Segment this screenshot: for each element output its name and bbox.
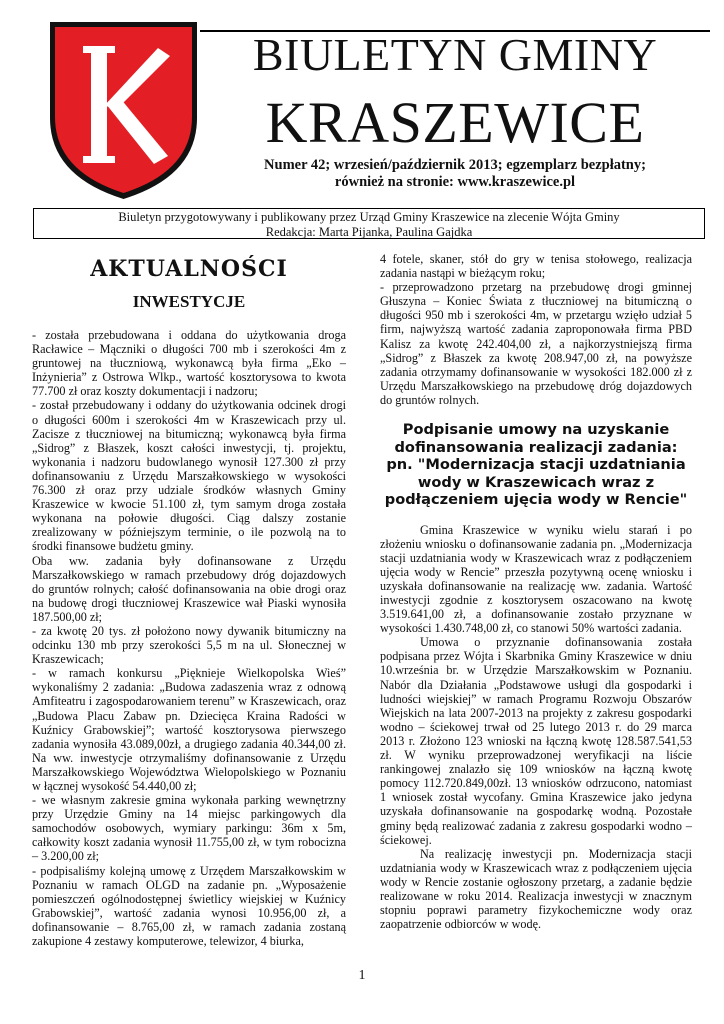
right-column — [380, 252, 692, 931]
issue-info — [205, 157, 705, 191]
municipality-crest — [46, 18, 201, 203]
paragraph: Umowa o przyznanie dofinansowania została podpisana przez Wójta i Skarbnika Gminy Kraszewice w dniu 10.września br. w Urzędzie Marszałkowskim w Poznaniu. Nabór dla Działania „Podstawowe usługi dla gospodarki i ludności wiejskiej” w ramach Programu Rozwoju Obszarów Wiejskich na lata 2007-2013 na projekty z zakresu gospodarki wodno – ściekowej trwał od 25 lutego 2013 r. do 29 marca 2013 r. Złożono 123 wnioski na łączną kwotę 128.587.541,53 zł. W wyniku przeprowadzonej weryfikacji na liście rankingowej znalazło się 109 wniosków na łączną kwotę pomocy 112.720.849,00zł. 13 wniosków odrzucono, natomiast 1 wniosek został wycofany. Gmina Kraszewice jako jedyna uzyskała dofinansowanie na gospodarkę wodną. Pozostałe gminy będą realizować zadania z zakresu gospodarki wodno – ściekowej. — [380, 635, 692, 847]
paragraph: - w ramach konkursu „Pięknieje Wielkopolska Wieś” wykonaliśmy 2 zadania: „Budowa zadaszenia wraz z odnową Amfiteatru i zagospodarowaniem terenu” w Kraszewicach, oraz „Budowa Placu Zabaw pn. Dziecięca Kraina Radości w Kuźnicy Grabowskiej”; wartość kosztorysowa pierwszego zadania wynosiła 43.089,00zł, a drugiego zadania 40.344,00 zł. Na ww. inwestycje otrzymaliśmy dofinansowanie z Urzędu Marszałkowskiego Województwa Wielopolskiego w Poznaniu w łącznej wysokość 54.440,00 zł; — [32, 666, 346, 793]
paragraph: - we własnym zakresie gmina wykonała parking wewnętrzny przy Urzędzie Gminy na 14 miejsc parkingowych dla samochodów osobowych, wymiary parkingu: 36m x 5m, całkowity koszt zadania wynosił 11.755,00 zł, w tym robocizna – 3.200,00 zł; — [32, 793, 346, 864]
page-number: 1 — [358, 968, 366, 983]
paragraph: - podpisaliśmy kolejną umowę z Urzędem Marszałkowskim w Poznaniu w ramach OLGD na zadanie pn. „Wyposażenie pomieszczeń ogólnodostępnej świetlicy wiejskiej w Kuźnicy Grabowskiej”, wartość zadania wynosi 10.956,00 zł, a dofinansowanie – 8.765,00 zł, w ramach zadania zostaną zakupione 4 zestawy komputerowe, telewizor, 4 biurka, — [32, 863, 346, 949]
publisher-line2: Redakcja: Marta Pijanka, Paulina Gajdka — [265, 225, 473, 239]
article-headline: Podpisanie umowy na uzyskanie dofinansowania realizacji zadania: pn. "Modernizacja stacji uzdatniania wody w Kraszewicach wraz z podłączeniem ujęcia wody w Rencie" — [384, 421, 688, 509]
publisher-line1: Biuletyn przygotowywany i publikowany przez Urząd Gminy Kraszewice na zlecenie Wójta Gminy — [118, 210, 620, 224]
newsletter-title-line2: KRASZEWICE — [265, 90, 645, 155]
crest-letter: K — [46, 18, 47, 19]
section-title: AKTUALNOŚCI — [90, 256, 288, 282]
left-column — [32, 250, 346, 948]
paragraph: Gmina Kraszewice w wyniku wielu starań i po złożeniu wniosku o dofinansowanie zadania pn. „Modernizacja stacji uzdatniania wody w Kraszewicach wraz z podłączeniem ujęcia wody w Rencie” przeszła pozytywną ocenę wniosku i uzyskała dofinansowanie na realizację ww. zadania. Wartość inwestycji zgodnie z kosztorysem oszacowano na kwotę 3.519.641,00 zł, a dofinansowanie zostało przyznane w wysokości 1.430.748,00 zł, co stanowi 50% wartości zadania. — [380, 522, 692, 636]
paragraph: - przeprowadzono przetarg na przebudowę drogi gminnej Głuszyna – Koniec Świata z tłuczniowej na bitumiczną o długości 950 mb i szerokości 4m, w przetargu wzięło udział 5 firm, najwyższą wartość zadania zaproponowała firma PBD Kalisz za kwotę 242.404,00 zł, a najkorzystniejszą firma „Sidrog” z Błaszek za kwotę 208.947,00 zł, na powyższe zadania otrzymamy dofinansowanie w wysokości 182.000 zł z Urzędu Marszałkowskiego na przebudowę dróg dojazdowych do gruntów rolnych. — [380, 280, 692, 407]
paragraph: - został przebudowany i oddany do użytkowania odcinek drogi o długości 600m i szerokości 4m w Kraszewicach przy ul. Zacisze z tłuczniowej na bitumiczną; wykonawcą była firma „Sidrog” z Błaszek, koszt całości inwestycji, tj. projektu, wykonania i nadzoru budowlanego wynosił 127.300 zł przy dofinansowaniu z Urzędu Marszałkowskiego w wysokości 76.300 zł oraz przy udziale środków własnych Gminy Kraszewice w kwocie 51.100 zł, tym samym droga została wykonana na połowie długości. Ciąg dalszy zostanie zrealizowany w późniejszym terminie, o ile pozwolą na to środki finansowe budżetu gminy. — [32, 398, 346, 554]
publisher-box — [33, 208, 705, 239]
paragraph: - za kwotę 20 tys. zł położono nowy dywanik bitumiczny na odcinku 130 mb przy szerokości 5,5 m na ul. Słonecznej w Kraszewicach; — [32, 623, 346, 667]
paragraph: Na realizację inwestycji pn. Modernizacja stacji uzdatniania wody w Kraszewicach wraz z podłączeniem ujęcia wody w Rencie zostanie ogłoszony przetarg, a zadanie będzie realizowane w roku 2014. Realizacja inwestycji w znacznym stopniu poprawi parametry fizykochemiczne wody oraz zaopatrzenie odbiorców w wodę. — [380, 846, 692, 932]
issue-line1: Numer 42; wrzesień/październik 2013; egzemplarz bezpłatny; — [264, 157, 646, 173]
newsletter-title-line1: BIULETYN GMINY — [252, 29, 658, 80]
paragraph: Oba ww. zadania były dofinansowane z Urzędu Marszałkowskiego w ramach przebudowy dróg dojazdowych do gruntów rolnych; całość dofinansowania na obie drogi oraz na budowę drogi tłuczniowej Kraszewice wał Piaski wynosiła 187.500,00 zł; — [32, 553, 346, 624]
subsection-title: INWESTYCJE — [132, 292, 246, 311]
issue-line2: również na stronie: www.kraszewice.pl — [334, 174, 576, 190]
paragraph: 4 fotele, skaner, stół do gry w tenisa stołowego, realizacja zadania nastąpi w bieżącym roku; — [380, 252, 692, 281]
paragraph: - została przebudowana i oddana do użytkowania droga Racławice – Mącznikі o długości 700 mb i szerokości 4m z gruntowej na tłuczniową, wykonawcą była firma „Eko – Inżynieria” z Ostrowa Wlkp., wartość kosztorysowa to kwota 77.700 zł oraz koszty dokumentacji i nadzoru; — [32, 328, 346, 399]
